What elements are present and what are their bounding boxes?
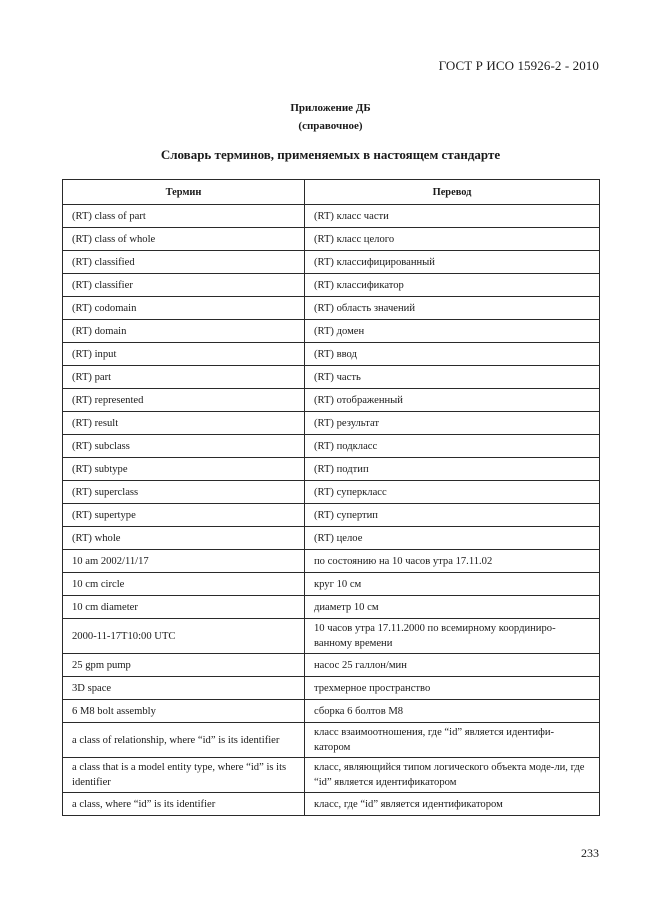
term-cell: (RT) subtype xyxy=(63,458,305,481)
table-row xyxy=(63,274,600,297)
term-cell: 25 gpm pump xyxy=(63,654,305,677)
column-header-term: Термин xyxy=(63,180,305,205)
term-cell: a class that is a model entity type, where “id” is its identifier xyxy=(63,758,305,793)
term-cell: (RT) class of part xyxy=(63,205,305,228)
term-cell: (RT) codomain xyxy=(63,297,305,320)
translation-cell: (RT) область значений xyxy=(305,297,600,320)
table-row xyxy=(63,550,600,573)
column-header-translation: Перевод xyxy=(305,180,600,205)
table-row xyxy=(63,504,600,527)
table-row xyxy=(63,412,600,435)
translation-cell: (RT) ввод xyxy=(305,343,600,366)
term-cell: 10 am 2002/11/17 xyxy=(63,550,305,573)
translation-cell: диаметр 10 см xyxy=(305,596,600,619)
table-row xyxy=(63,251,600,274)
table-row xyxy=(63,573,600,596)
table-row xyxy=(63,654,600,677)
term-cell: (RT) input xyxy=(63,343,305,366)
term-cell: (RT) supertype xyxy=(63,504,305,527)
appendix-title: Приложение ДБ xyxy=(290,102,371,114)
table-row xyxy=(63,228,600,251)
translation-cell: (RT) супертип xyxy=(305,504,600,527)
term-cell: a class of relationship, where “id” is its identifier xyxy=(63,723,305,758)
term-cell: 10 cm diameter xyxy=(63,596,305,619)
table-row xyxy=(63,297,600,320)
table-row xyxy=(63,320,600,343)
translation-cell: класс взаимоотношения, где “id” является идентифи-катором xyxy=(305,723,600,758)
translation-cell: сборка 6 болтов M8 xyxy=(305,700,600,723)
table-row xyxy=(63,700,600,723)
translation-cell: (RT) часть xyxy=(305,366,600,389)
translation-cell: (RT) суперкласс xyxy=(305,481,600,504)
table-row xyxy=(63,481,600,504)
term-cell: 2000-11-17T10:00 UTC xyxy=(63,619,305,654)
table-row xyxy=(63,723,600,758)
translation-cell: (RT) подтип xyxy=(305,458,600,481)
translation-cell: (RT) классифицированный xyxy=(305,251,600,274)
document-title: Словарь терминов, применяемых в настоящем стандарте xyxy=(160,147,501,162)
term-cell: (RT) result xyxy=(63,412,305,435)
table-row xyxy=(63,205,600,228)
term-cell: (RT) represented xyxy=(63,389,305,412)
table-row xyxy=(63,366,600,389)
table-row xyxy=(63,343,600,366)
term-cell: (RT) classifier xyxy=(63,274,305,297)
term-cell: 10 cm circle xyxy=(63,573,305,596)
term-cell: 3D space xyxy=(63,677,305,700)
term-cell: (RT) subclass xyxy=(63,435,305,458)
appendix-subtitle: (справочное) xyxy=(298,120,363,132)
term-cell: (RT) whole xyxy=(63,527,305,550)
translation-cell: (RT) целое xyxy=(305,527,600,550)
table-row xyxy=(63,389,600,412)
term-cell: (RT) class of whole xyxy=(63,228,305,251)
standard-code: ГОСТ Р ИСО 15926-2 - 2010 xyxy=(438,58,599,73)
table-row xyxy=(63,793,600,816)
term-cell: a class, where “id” is its identifier xyxy=(63,793,305,816)
appendix-heading xyxy=(0,99,661,135)
translation-cell: насос 25 галлон/мин xyxy=(305,654,600,677)
translation-cell: (RT) класс целого xyxy=(305,228,600,251)
translation-cell: круг 10 см xyxy=(305,573,600,596)
translation-cell: (RT) результат xyxy=(305,412,600,435)
table-row xyxy=(63,435,600,458)
translation-cell: по состоянию на 10 часов утра 17.11.02 xyxy=(305,550,600,573)
translation-cell: (RT) отображенный xyxy=(305,389,600,412)
translation-cell: 10 часов утра 17.11.2000 по всемирному координиро-ванному времени xyxy=(305,619,600,654)
term-cell: 6 M8 bolt assembly xyxy=(63,700,305,723)
table-row xyxy=(63,619,600,654)
table-row xyxy=(63,677,600,700)
term-cell: (RT) domain xyxy=(63,320,305,343)
translation-cell: (RT) классификатор xyxy=(305,274,600,297)
translation-cell: (RT) класс части xyxy=(305,205,600,228)
table-row xyxy=(63,527,600,550)
table-row xyxy=(63,458,600,481)
translation-cell: (RT) подкласс xyxy=(305,435,600,458)
page-number: 233 xyxy=(581,846,599,860)
term-cell: (RT) superclass xyxy=(63,481,305,504)
table-row xyxy=(63,758,600,793)
table-row xyxy=(63,596,600,619)
translation-cell: класс, где “id” является идентификатором xyxy=(305,793,600,816)
term-cell: (RT) classified xyxy=(63,251,305,274)
translation-cell: (RT) домен xyxy=(305,320,600,343)
terms-table xyxy=(62,179,600,816)
table-header-row xyxy=(63,180,600,205)
term-cell: (RT) part xyxy=(63,366,305,389)
translation-cell: класс, являющийся типом логического объекта моде-ли, где “id” является идентификатором xyxy=(305,758,600,793)
translation-cell: трехмерное пространство xyxy=(305,677,600,700)
